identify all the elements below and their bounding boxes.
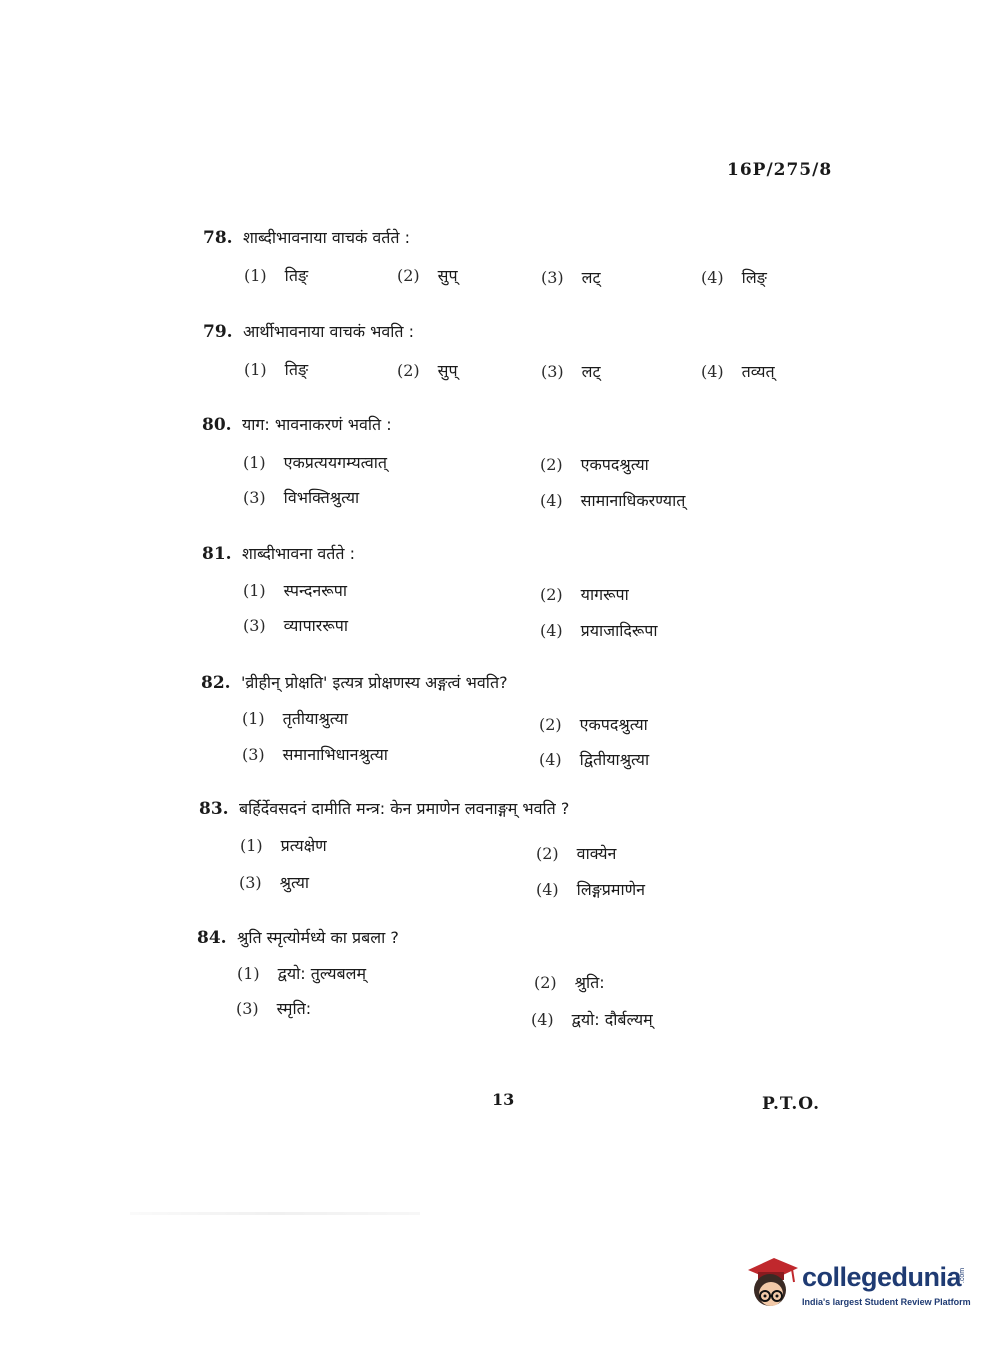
option-79-2 — [397, 359, 458, 381]
paper-code: 16P/275/8 — [727, 160, 833, 180]
option-84-3 — [236, 997, 311, 1019]
logo-suffix: .com — [959, 1267, 967, 1284]
option-text: स्मृति: — [276, 999, 312, 1018]
option-text: सुप् — [437, 266, 458, 285]
option-text: प्रयाजादिरूपा — [580, 621, 658, 640]
question-text: श्रुति स्मृत्योर्मध्ये का प्रबला ? — [237, 928, 399, 947]
option-80-2 — [540, 453, 649, 475]
option-number: (3) — [243, 616, 266, 635]
collegedunia-logo — [742, 1250, 972, 1318]
option-text: सुप् — [437, 361, 458, 380]
option-80-1 — [243, 451, 387, 473]
option-text: तृतीयाश्रुत्या — [282, 709, 348, 728]
question-81 — [202, 542, 902, 566]
option-number: (4) — [540, 621, 563, 640]
option-number: (4) — [540, 491, 563, 510]
option-text: स्पन्दनरूपा — [283, 581, 347, 600]
option-text: समानाभिधानश्रुत्या — [282, 745, 388, 764]
option-79-1 — [244, 358, 308, 380]
option-82-1 — [242, 707, 348, 729]
question-83 — [199, 797, 899, 821]
question-number: 83. — [199, 799, 229, 819]
option-text: लट् — [581, 268, 601, 287]
option-83-2 — [536, 842, 616, 864]
option-text: द्वयो: दौर्बल्यम् — [571, 1010, 653, 1029]
logo-name: collegedunia — [802, 1262, 962, 1292]
option-number: (1) — [244, 360, 267, 379]
option-83-4 — [536, 878, 645, 900]
option-79-4 — [701, 360, 775, 382]
question-80 — [202, 413, 902, 437]
option-81-4 — [540, 619, 658, 641]
option-78-1 — [244, 264, 308, 286]
question-78 — [203, 226, 903, 250]
option-number: (4) — [701, 362, 724, 381]
option-text: प्रत्यक्षेण — [280, 836, 327, 855]
question-79 — [203, 320, 903, 344]
option-text: श्रुत्या — [279, 873, 310, 892]
option-number: (2) — [534, 973, 557, 992]
option-79-3 — [541, 360, 601, 382]
option-84-2 — [534, 971, 605, 993]
page-number: 13 — [492, 1090, 515, 1109]
option-text: तव्यत् — [741, 362, 775, 381]
option-82-3 — [242, 743, 388, 765]
option-number: (1) — [237, 964, 260, 983]
pto-label: P.T.O. — [762, 1094, 820, 1114]
option-82-2 — [539, 713, 648, 735]
logo-tagline: India's largest Student Review Platform — [802, 1297, 971, 1307]
option-text: लिङ्गप्रमाणेन — [576, 880, 646, 899]
question-text: आर्थीभावनाया वाचकं भवति : — [243, 322, 415, 341]
option-81-3 — [243, 614, 348, 636]
option-83-3 — [239, 871, 309, 893]
option-text: एकप्रत्ययगम्यत्वात् — [283, 453, 388, 472]
question-82 — [201, 671, 901, 695]
option-text: तिङ् — [284, 266, 309, 285]
option-number: (2) — [536, 844, 559, 863]
option-78-2 — [397, 264, 458, 286]
option-number: (3) — [541, 268, 564, 287]
question-text: याग: भावनाकरणं भवति : — [242, 415, 392, 434]
option-number: (4) — [536, 880, 559, 899]
option-text: लिङ् — [741, 268, 767, 287]
option-number: (1) — [242, 709, 265, 728]
option-78-3 — [541, 266, 601, 288]
option-text: विभक्तिश्रुत्या — [283, 488, 360, 507]
mascot-icon — [742, 1252, 800, 1310]
option-83-1 — [240, 834, 327, 856]
option-81-2 — [540, 583, 629, 605]
scan-artifact — [130, 1212, 420, 1215]
option-78-4 — [701, 266, 767, 288]
option-text: तिङ् — [284, 360, 309, 379]
option-text: एकपदश्रुत्या — [579, 715, 648, 734]
option-84-1 — [237, 962, 366, 984]
option-number: (3) — [236, 999, 259, 1018]
option-number: (1) — [244, 266, 267, 285]
question-number: 79. — [203, 322, 233, 342]
option-text: व्यापाररूपा — [283, 616, 349, 635]
question-number: 81. — [202, 544, 232, 564]
option-number: (2) — [540, 585, 563, 604]
question-number: 84. — [197, 928, 227, 948]
option-text: द्वयो: तुल्यबलम् — [277, 964, 367, 983]
option-number: (1) — [243, 453, 266, 472]
option-text: एकपदश्रुत्या — [580, 455, 649, 474]
option-number: (4) — [531, 1010, 554, 1029]
option-number: (1) — [243, 581, 266, 600]
option-number: (3) — [243, 488, 266, 507]
question-text: 'व्रीहीन् प्रोक्षति' इत्यत्र प्रोक्षणस्य अङ्गत्वं भवति? — [241, 673, 508, 692]
option-number: (3) — [242, 745, 265, 764]
option-number: (2) — [397, 361, 420, 380]
question-text: शाब्दीभावनाया वाचकं वर्तते : — [243, 228, 411, 247]
option-text: श्रुति: — [574, 973, 605, 992]
question-text: बर्हिर्देवसदनं दामीति मन्त्र: केन प्रमाणेन लवनाङ्गम् भवति ? — [239, 799, 570, 818]
option-text: यागरूपा — [580, 585, 629, 604]
option-81-1 — [243, 579, 347, 601]
option-text: सामानाधिकरण्यात् — [580, 491, 686, 510]
option-text: लट् — [581, 362, 601, 381]
option-number: (1) — [240, 836, 263, 855]
option-84-4 — [531, 1008, 653, 1030]
question-number: 78. — [203, 228, 233, 248]
option-text: द्वितीयाश्रुत्या — [579, 750, 650, 769]
option-82-4 — [539, 748, 649, 770]
option-number: (2) — [540, 455, 563, 474]
option-text: वाक्येन — [576, 844, 617, 863]
option-number: (4) — [539, 750, 562, 769]
option-number: (3) — [239, 873, 262, 892]
option-80-3 — [243, 486, 359, 508]
option-number: (2) — [539, 715, 562, 734]
question-number: 82. — [201, 673, 231, 693]
option-80-4 — [540, 489, 685, 511]
question-84 — [197, 926, 897, 950]
option-number: (2) — [397, 266, 420, 285]
question-number: 80. — [202, 415, 232, 435]
question-text: शाब्दीभावना वर्तते : — [242, 544, 356, 563]
option-number: (3) — [541, 362, 564, 381]
option-number: (4) — [701, 268, 724, 287]
